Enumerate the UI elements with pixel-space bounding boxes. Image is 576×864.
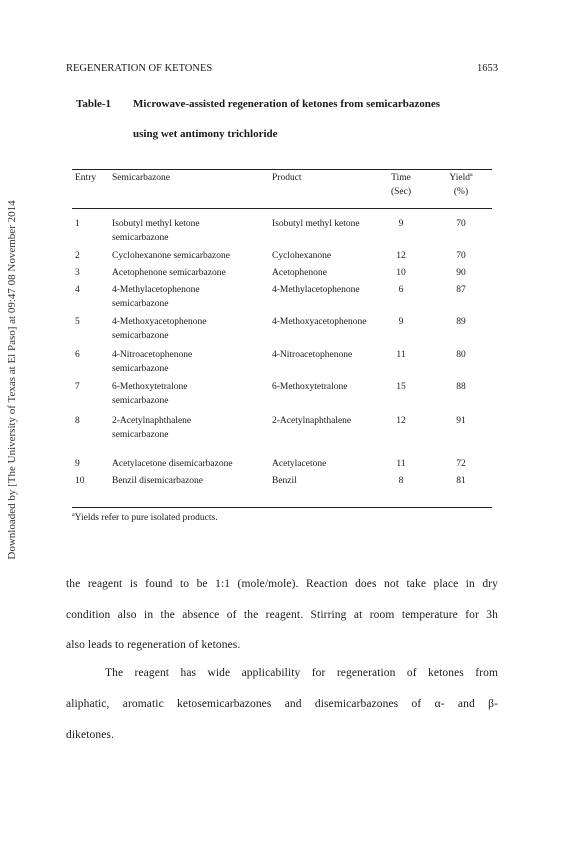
header-time: Time: [391, 173, 411, 183]
cell-product: 4-Methoxyacetophenone: [272, 317, 367, 327]
body-line: diketones.: [66, 729, 114, 741]
cell-semicarbazone: semicarbazone: [112, 364, 169, 374]
cell-entry: 9: [75, 459, 80, 469]
table-label: Table-1: [76, 98, 112, 110]
cell-time: 10: [396, 268, 406, 278]
cell-semicarbazone: 4-Methoxyacetophenone: [112, 317, 207, 327]
cell-product: Acetylacetone: [272, 459, 327, 469]
cell-semicarbazone: semicarbazone: [112, 430, 169, 440]
cell-yield: 91: [456, 416, 466, 426]
cell-time: 8: [398, 476, 404, 486]
cell-yield: 81: [456, 476, 466, 486]
cell-yield: 80: [456, 350, 466, 360]
cell-product: Cyclohexanone: [272, 251, 332, 261]
header-entry: Entry: [75, 173, 97, 183]
running-head-title: REGENERATION OF KETONES: [66, 63, 213, 74]
header-yield-unit: (%): [453, 187, 469, 197]
cell-yield: 70: [456, 251, 466, 261]
cell-semicarbazone: Benzil disemicarbazone: [112, 476, 204, 486]
cell-time: 11: [396, 459, 406, 469]
cell-yield: 88: [456, 382, 466, 392]
cell-entry: 3: [75, 268, 80, 278]
cell-entry: 7: [75, 382, 80, 392]
cell-time: 12: [396, 251, 406, 261]
cell-entry: 1: [75, 219, 80, 229]
cell-product: Isobutyl methyl ketone: [272, 219, 360, 229]
cell-yield: 87: [456, 285, 466, 295]
cell-yield: 72: [456, 459, 466, 469]
cell-semicarbazone: Acetylacetone disemicarbazone: [112, 459, 233, 469]
table-caption-line-1: Microwave-assisted regeneration of ketones from semicarbazones: [133, 98, 441, 110]
cell-product: Acetophenone: [272, 268, 327, 278]
cell-time: 12: [396, 416, 406, 426]
cell-product: Benzil: [272, 476, 297, 486]
cell-yield: 70: [456, 219, 466, 229]
cell-semicarbazone: 2-Acetylnaphthalene: [112, 416, 192, 426]
cell-time: 9: [398, 219, 404, 229]
download-watermark: [4, 100, 20, 660]
cell-entry: 10: [75, 476, 85, 486]
header-yield: Yieldª: [449, 173, 473, 183]
body-line: condition also in the absence of the reagent. Stirring at room temperature for 3h: [66, 609, 498, 621]
cell-semicarbazone: 4-Nitroacetophenone: [112, 350, 193, 360]
cell-product: 6-Methoxytetralone: [272, 382, 348, 392]
cell-semicarbazone: 6-Methoxytetralone: [112, 382, 188, 392]
cell-semicarbazone: semicarbazone: [112, 233, 169, 243]
cell-entry: 4: [75, 285, 80, 295]
page-number: 1653: [477, 63, 498, 74]
cell-entry: 6: [75, 350, 80, 360]
table-caption-line-2: using wet antimony trichloride: [133, 128, 278, 140]
table-header-rule: [72, 208, 492, 209]
body-line: also leads to regeneration of ketones.: [66, 639, 241, 651]
cell-semicarbazone: semicarbazone: [112, 396, 169, 406]
cell-product: 2-Acetylnaphthalene: [272, 416, 352, 426]
cell-time: 15: [396, 382, 406, 392]
cell-time: 9: [398, 317, 404, 327]
cell-entry: 5: [75, 317, 80, 327]
cell-semicarbazone: Cyclohexanone semicarbazone: [112, 251, 230, 261]
cell-time: 6: [398, 285, 404, 295]
table-top-rule: [72, 169, 492, 170]
cell-semicarbazone: semicarbazone: [112, 299, 169, 309]
cell-semicarbazone: Acetophenone semicarbazone: [112, 268, 226, 278]
download-watermark-text: Downloaded by [The University of Texas at El Paso] at 09:47 08 November 2014: [6, 200, 18, 560]
header-product: Product: [272, 173, 302, 183]
cell-entry: 8: [75, 416, 80, 426]
table-bottom-rule: [72, 507, 492, 508]
cell-yield: 90: [456, 268, 466, 278]
cell-time: 11: [396, 350, 406, 360]
cell-product: 4-Methylacetophenone: [272, 285, 360, 295]
cell-yield: 89: [456, 317, 466, 327]
body-line: The reagent has wide applicability for regeneration of ketones from: [105, 667, 498, 679]
cell-semicarbazone: Isobutyl methyl ketone: [112, 219, 200, 229]
table-footnote: ªYields refer to pure isolated products.: [72, 513, 218, 523]
body-line: the reagent is found to be 1:1 (mole/mole). Reaction does not take place in dry: [66, 578, 498, 590]
cell-semicarbazone: semicarbazone: [112, 331, 169, 341]
cell-product: 4-Nitroacetophenone: [272, 350, 353, 360]
header-time-unit: (Sec): [390, 187, 412, 197]
cell-entry: 2: [75, 251, 80, 261]
header-semicarbazone: Semicarbazone: [112, 173, 171, 183]
cell-semicarbazone: 4-Methylacetophenone: [112, 285, 200, 295]
body-line: aliphatic, aromatic ketosemicarbazones and disemicarbazones of α- and β-: [66, 698, 498, 710]
